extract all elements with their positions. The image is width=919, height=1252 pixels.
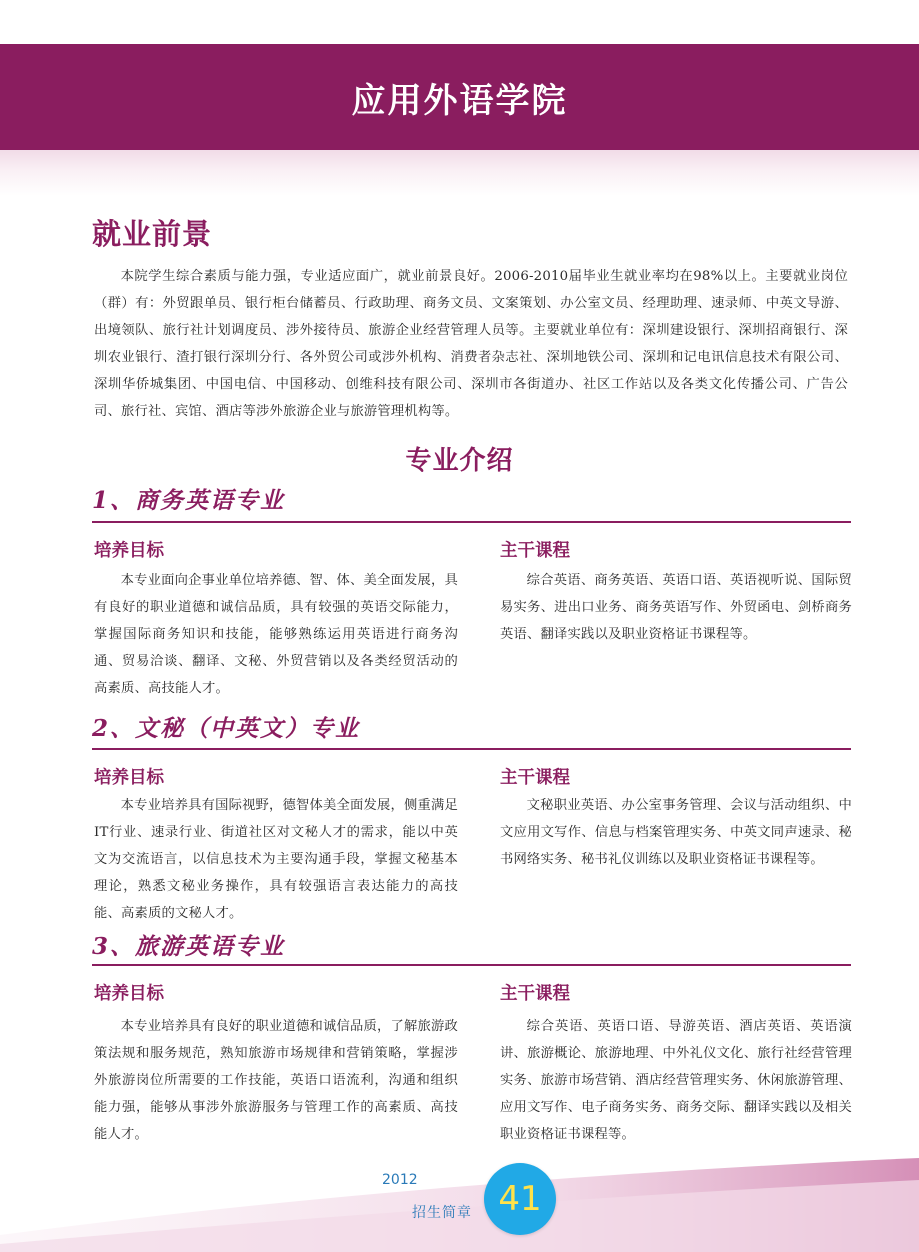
employment-heading: 就业前景	[92, 217, 213, 251]
bottom-swoosh-decoration	[0, 1140, 919, 1252]
goal-heading: 培养目标	[94, 984, 164, 1004]
footer-brochure-label: 招生简章	[412, 1205, 472, 1221]
section-divider	[92, 964, 851, 966]
page-number: 41	[498, 1179, 542, 1219]
goal-paragraph: 本专业面向企事业单位培养德、智、体、美全面发展，具有良好的职业道德和诚信品质，具有较强的英语交际能力，掌握国际商务知识和技能，能够熟练运用英语进行商务沟通、贸易洽谈、翻译、文秘、外贸营销以及各类经贸活动的高素质、高技能人才。	[94, 573, 459, 696]
course-heading: 主干课程	[500, 768, 570, 788]
page-title: 应用外语学院	[351, 80, 568, 121]
header-gradient	[0, 150, 919, 196]
course-paragraph: 综合英语、英语口语、导游英语、酒店英语、英语演讲、旅游概论、旅游地理、中外礼仪文化、旅行社经营管理实务、旅游市场营销、酒店经营管理实务、休闲旅游管理、应用文写作、电子商务实务、商务交际、翻译实践以及相关职业资格证书课程等。	[500, 1019, 852, 1142]
course-paragraph: 综合英语、商务英语、英语口语、英语视听说、国际贸易实务、进出口业务、商务英语写作、外贸函电、剑桥商务英语、翻译实践以及职业资格证书课程等。	[500, 573, 852, 642]
page-number-badge	[484, 1163, 556, 1235]
course-heading: 主干课程	[500, 541, 570, 561]
employment-paragraph: 本院学生综合素质与能力强，专业适应面广，就业前景良好。2006-2010届毕业生就业率均在98%以上。主要就业岗位（群）有：外贸跟单员、银行柜台储蓄员、行政助理、商务文员、文案策划、办公室文员、经理助理、速录师、中英文导游、出境领队、旅行社计划调度员、涉外接待员、旅游企业经营管理人员等。主要就业单位有：深圳建设银行、深圳招商银行、深圳农业银行、渣打银行深圳分行、各外贸公司或涉外机构、消费者杂志社、深圳地铁公司、深圳和记电讯信息技术有限公司、深圳华侨城集团、中国电信、中国移动、创维科技有限公司、深圳市各街道办、社区工作站以及各类文化传播公司、广告公司、旅行社、宾馆、酒店等涉外旅游企业与旅游管理机构等。	[94, 269, 848, 419]
major-title-secretarial: 2、文秘（中英文）专业	[92, 715, 361, 742]
section-divider	[92, 748, 851, 750]
goal-paragraph: 本专业培养具有良好的职业道德和诚信品质，了解旅游政策法规和服务规范，熟知旅游市场规律和营销策略，掌握涉外旅游岗位所需要的工作技能，英语口语流利，沟通和组织能力强，能够从事涉外旅游服务与管理工作的高素质、高技能人才。	[94, 1019, 459, 1142]
major-title-tourism-english: 3、旅游英语专业	[92, 933, 286, 960]
major-intro-heading: 专业介绍	[405, 446, 514, 476]
course-paragraph: 文秘职业英语、办公室事务管理、会议与活动组织、中文应用文写作、信息与档案管理实务、中英文同声速录、秘书网络实务、秘书礼仪训练以及职业资格证书课程等。	[500, 798, 852, 867]
course-heading: 主干课程	[500, 984, 570, 1004]
goal-heading: 培养目标	[94, 768, 164, 788]
section-divider	[92, 521, 851, 523]
goal-heading: 培养目标	[94, 541, 164, 561]
goal-paragraph: 本专业培养具有国际视野，德智体美全面发展，侧重满足IT行业、速录行业、街道社区对文秘人才的需求，能以中英文为交流语言，以信息技术为主要沟通手段，掌握文秘基本理论，熟悉文秘业务操作，具有较强语言表达能力的高技能、高素质的文秘人才。	[94, 798, 459, 921]
footer-year: 2012	[382, 1172, 418, 1188]
major-title-business-english: 1、商务英语专业	[92, 487, 286, 514]
